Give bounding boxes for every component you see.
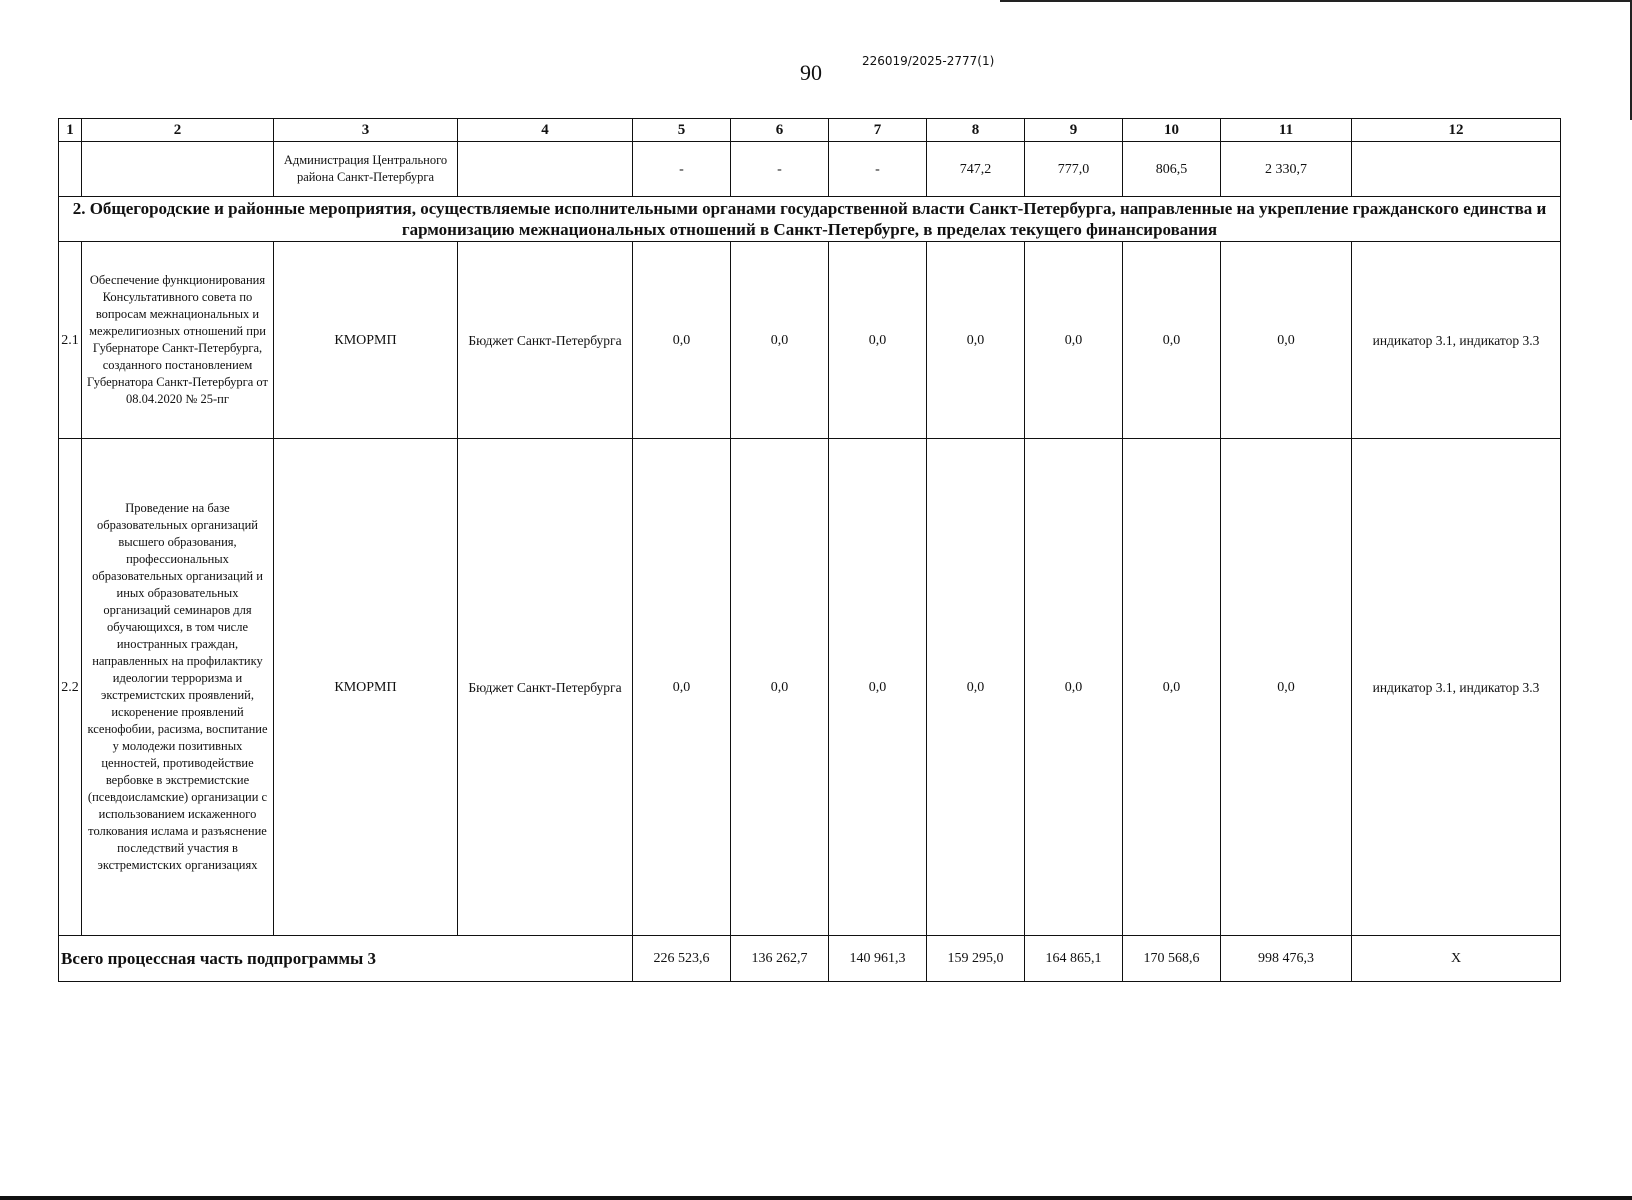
value-cell: 0,0: [1025, 242, 1123, 439]
total-row: [59, 936, 1561, 982]
column-number-header: [59, 119, 1561, 142]
scan-edge-top: [1000, 0, 1632, 2]
funding-source-cell: Бюджет Санкт-Петербурга: [458, 439, 633, 936]
table-row-central-district-admin: [59, 142, 1561, 197]
total-value-cell: 226 523,6: [633, 936, 731, 982]
section-heading: 2. Общегородские и районные мероприятия, осуществляемые исполнительными органами государственной власти Санкт-Петербурга, направленные на укрепление гражданского единства и гармонизацию межнациональных отношений в Санкт-Петербурге, в пределах текущего финансирования: [59, 197, 1561, 242]
value-cell: 806,5: [1123, 142, 1221, 197]
header-cell: 3: [274, 119, 458, 142]
indicator-cell: индикатор 3.1, индикатор 3.3: [1352, 242, 1561, 439]
header-cell: 9: [1025, 119, 1123, 142]
description-cell: Обеспечение функционирования Консультативного совета по вопросам межнациональных и межрелигиозных отношений при Губернаторе Санкт-Петербурга, созданного постановлением Губернатора Санкт-Петербурга от 08.04.2020 № 25-пг: [82, 242, 274, 439]
header-cell: 5: [633, 119, 731, 142]
indicator-cell: [1352, 142, 1561, 197]
executor-cell: КМОРМП: [274, 439, 458, 936]
row-number-cell: 2.2: [59, 439, 82, 936]
total-label: Всего процессная часть подпрограммы 3: [59, 936, 633, 982]
header-cell: 7: [829, 119, 927, 142]
value-cell: 0,0: [927, 439, 1025, 936]
page-number: 90: [800, 60, 822, 85]
value-cell: 0,0: [1025, 439, 1123, 936]
row-number-cell: [59, 142, 82, 197]
total-value-cell: 140 961,3: [829, 936, 927, 982]
value-cell: 0,0: [927, 242, 1025, 439]
executor-cell: Администрация Центрального района Санкт-Петербурга: [274, 142, 458, 197]
table-row: [59, 439, 1561, 936]
header-cell: 6: [731, 119, 829, 142]
header-cell: 10: [1123, 119, 1221, 142]
total-value-cell: 170 568,6: [1123, 936, 1221, 982]
budget-table: [58, 118, 1561, 982]
value-cell: 0,0: [829, 439, 927, 936]
funding-source-cell: [458, 142, 633, 197]
total-value-cell: 998 476,3: [1221, 936, 1352, 982]
value-cell: -: [731, 142, 829, 197]
total-value-cell: 136 262,7: [731, 936, 829, 982]
value-cell: 0,0: [633, 439, 731, 936]
total-value-cell: 164 865,1: [1025, 936, 1123, 982]
document-registration-stamp: 226019/2025-2777(1): [862, 54, 995, 68]
value-cell: 0,0: [633, 242, 731, 439]
value-cell: 0,0: [731, 242, 829, 439]
header-cell: 1: [59, 119, 82, 142]
funding-source-cell: Бюджет Санкт-Петербурга: [458, 242, 633, 439]
description-cell: [82, 142, 274, 197]
header-cell: 2: [82, 119, 274, 142]
scan-edge-bottom: [0, 1196, 1632, 1200]
row-number-cell: 2.1: [59, 242, 82, 439]
executor-cell: КМОРМП: [274, 242, 458, 439]
total-value-cell: 159 295,0: [927, 936, 1025, 982]
value-cell: 0,0: [1221, 439, 1352, 936]
header-cell: 11: [1221, 119, 1352, 142]
value-cell: 777,0: [1025, 142, 1123, 197]
header-cell: 4: [458, 119, 633, 142]
value-cell: 0,0: [1221, 242, 1352, 439]
value-cell: 747,2: [927, 142, 1025, 197]
header-cell: 8: [927, 119, 1025, 142]
value-cell: 0,0: [829, 242, 927, 439]
value-cell: 0,0: [1123, 242, 1221, 439]
indicator-cell: индикатор 3.1, индикатор 3.3: [1352, 439, 1561, 936]
total-indicator-cell: X: [1352, 936, 1561, 982]
value-cell: -: [829, 142, 927, 197]
description-cell: Проведение на базе образовательных организаций высшего образования, профессиональных образовательных организаций и иных образовательных организаций семинаров для обучающихся, в том числе иностранных граждан, направленных на профилактику идеологии терроризма и экстремистских проявлений, искоренение проявлений ксенофобии, расизма, воспитание у молодежи позитивных ценностей, противодействие вербовке в экстремистские (псевдоисламские) организации с использованием искаженного толкования ислама и разъяснение последствий участия в экстремистских организациях: [82, 439, 274, 936]
header-cell: 12: [1352, 119, 1561, 142]
value-cell: 0,0: [731, 439, 829, 936]
section-heading-row: [59, 197, 1561, 242]
value-cell: 0,0: [1123, 439, 1221, 936]
value-cell: 2 330,7: [1221, 142, 1352, 197]
table-row: [59, 242, 1561, 439]
value-cell: -: [633, 142, 731, 197]
